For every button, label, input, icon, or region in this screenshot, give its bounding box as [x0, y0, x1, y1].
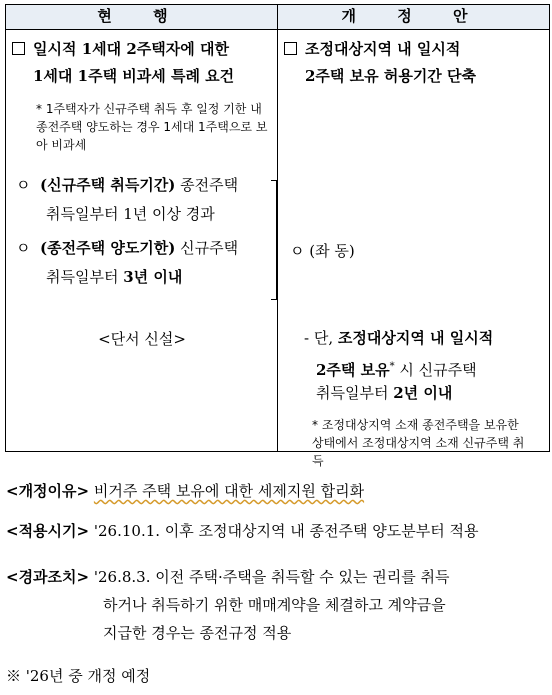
- dash-bold: 조정대상지역 내 일시적: [337, 329, 494, 347]
- item2-line2-bold: 3년 이내: [123, 268, 183, 286]
- item2-rest: 신규주택: [175, 239, 239, 257]
- checkbox-square-icon: [12, 42, 25, 55]
- transition-text-line3: 지급한 경우는 종전규정 적용: [103, 624, 292, 642]
- same-as-left: ㅇ (좌 동): [290, 242, 355, 260]
- reason-label: <개정이유>: [6, 482, 90, 500]
- apply-row: [6, 517, 478, 546]
- transition-text-line2: 하거나 취득하기 위한 매매계약을 체결하고 계약금을: [103, 596, 446, 614]
- dash-line2-rest: 시 신규주택: [394, 361, 477, 379]
- transition-label: <경과조치>: [6, 568, 90, 586]
- circle-bullet-icon: ㅇ: [16, 176, 31, 194]
- checkbox-square-icon: [284, 42, 297, 55]
- dash-line3-bold: 2년 이내: [393, 384, 453, 402]
- transition-text-line1: '26.8.3. 이전 주택·주택을 취득할 수 있는 권리를 취득: [93, 568, 450, 586]
- item1-line2: 취득일부터 1년 이상 경과: [46, 205, 215, 223]
- dash-pre: - 단,: [304, 329, 338, 347]
- footnote: ※ '26년 중 개정 예정: [6, 667, 151, 685]
- reason-row: [6, 477, 364, 506]
- revised-law-cell: [278, 30, 549, 468]
- current-law-cell: [6, 30, 277, 451]
- item1-rest: 종전주택: [175, 176, 239, 194]
- bracket-mark: [271, 180, 277, 300]
- item2-line2-pre: 취득일부터: [46, 268, 124, 286]
- dash-line2-bold: 2주택 보유: [316, 361, 390, 379]
- apply-label: <적용시기>: [6, 522, 90, 540]
- comparison-table: [5, 4, 550, 468]
- revised-title-line2: 2주택 보유 허용기간 단축: [305, 67, 477, 85]
- header-revised: 개 정 안: [278, 5, 550, 30]
- current-title-line2: 1세대 1주택 비과세 특례 요건: [33, 67, 235, 85]
- circle-bullet-icon: ㅇ: [16, 239, 31, 257]
- current-note: * 1주택자가 신규주택 취득 후 일정 기한 내 종전주택 양도하는 경우 1세대 1주택으로 보아 비과세: [36, 102, 268, 152]
- reason-text: 비거주 주택 보유에 대한 세제지원 합리화: [93, 482, 365, 500]
- revised-note: * 조정대상지역 소재 종전주택을 보유한 상태에서 조정대상지역 소재 신규주택 취득: [312, 418, 525, 468]
- item1-bold: (신규주택 취득기간): [40, 176, 176, 194]
- dash-line3-pre: 취득일부터: [316, 384, 394, 402]
- dash-line2-sup: *: [389, 361, 395, 372]
- revised-title-line1: 조정대상지역 내 일시적: [305, 40, 461, 58]
- header-current: 현 행: [6, 5, 278, 30]
- current-title-line1: 일시적 1세대 2주택자에 대한: [33, 40, 229, 58]
- transition-row: [6, 563, 449, 592]
- proviso-new: <단서 신설>: [98, 330, 186, 348]
- apply-text: '26.10.1. 이후 조정대상지역 내 종전주택 양도분부터 적용: [93, 522, 479, 540]
- item2-bold: (종전주택 양도기한): [40, 239, 176, 257]
